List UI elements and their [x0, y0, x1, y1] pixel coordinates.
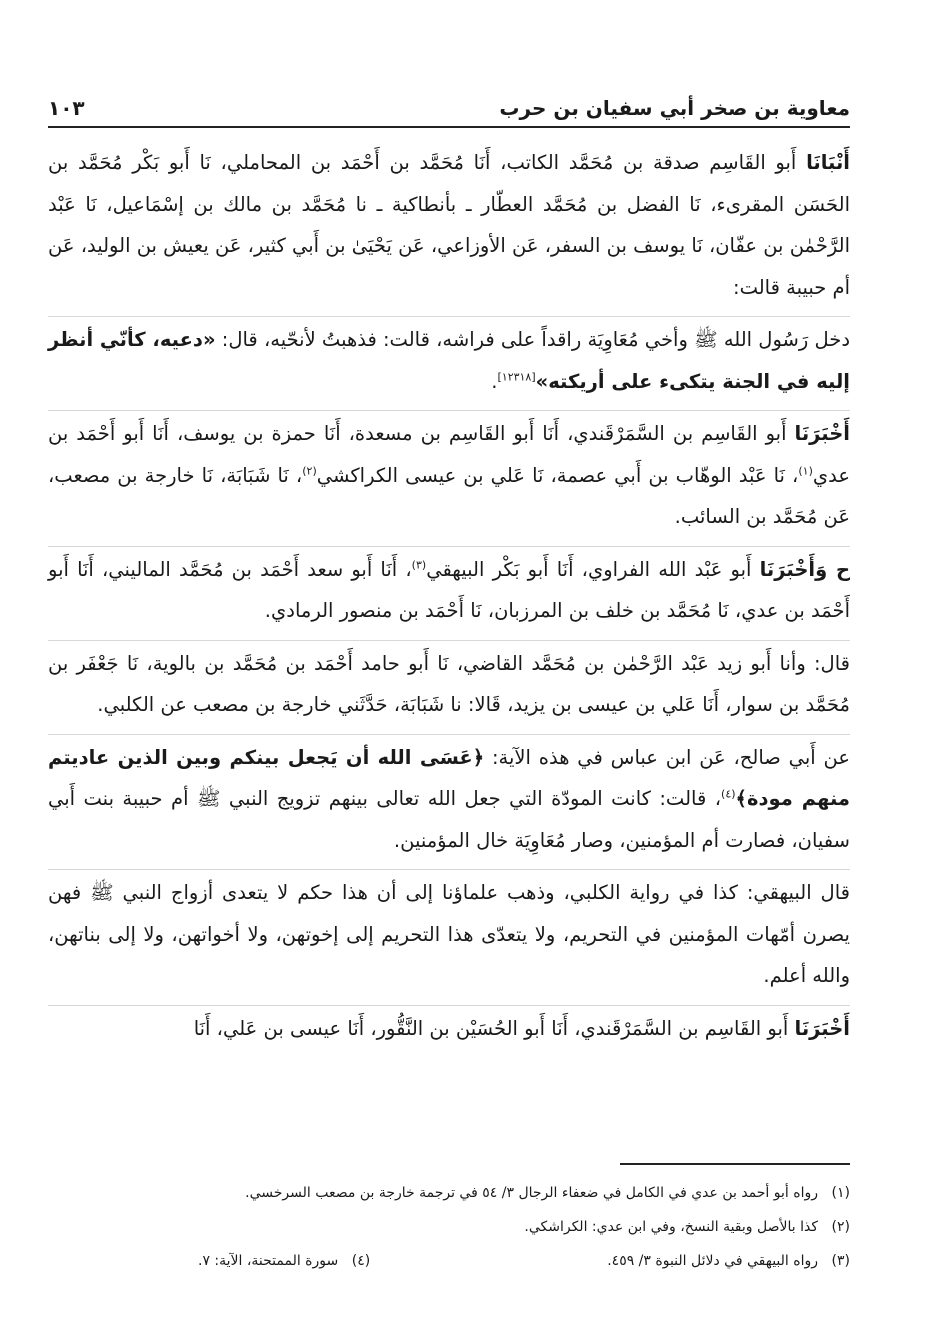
paragraph-5 [48, 640, 850, 726]
main-text [48, 142, 850, 1057]
paragraph-8 [48, 1005, 850, 1050]
footnote-1 [48, 1176, 850, 1210]
paragraph-text: أَبو القَاسِم بن السَّمَرْقَندي، أَنَا أَبو القَاسِم بن مسعدة، أَنَا حمزة بن يوسف، أَنَا أَبو أَحْمَد بن عدي [48, 422, 850, 487]
footnote-ref-3: (٣) [411, 558, 427, 571]
paragraph-tail: ، قالت: كانت المودّة التي جعل الله تعالى بينهم تزويج النبي ﷺ أم حبيبة بنت أَبي سفيان، فصارت أم المؤمنين، وصار مُعَاوِيَة خال المؤمنين. [48, 787, 850, 852]
paragraph-6 [48, 734, 850, 862]
hadith-number: [١٢٣١٨] [497, 370, 536, 383]
paragraph-text: عن أَبي صالح، عَن ابن عباس في هذه الآية: [484, 745, 850, 769]
footnote-number: (٢) [831, 1219, 850, 1235]
paragraph-text: ، أَنَا أَبو سعد أَحْمَد بن مُحَمَّد الماليني، أَنَا أَبو أَحْمَد بن عدي، نَا مُحَمَّد بن خلف بن المرزبان، نَا أَحْمَد بن منصور الرمادي. [48, 557, 850, 622]
footnotes [48, 1176, 850, 1278]
footnote-2 [48, 1210, 850, 1244]
footnote-number: (٣) [831, 1253, 850, 1269]
paragraph-2 [48, 316, 850, 402]
narration-keyword: ح وَأَخْبَرَنَا [759, 557, 850, 581]
footnote-separator [620, 1163, 850, 1165]
paragraph-3 [48, 410, 850, 538]
paragraph-1 [48, 142, 850, 308]
footnote-text: كذا بالأصل وبقية النسخ، وفي ابن عدي: الكراشكي. [524, 1219, 818, 1235]
footnote-ref-1: (١) [798, 464, 813, 477]
page-number: ١٠٣ [48, 96, 85, 120]
footnote-text: رواه أبو أحمد بن عدي في الكامل في ضعفاء الرجال ٣/ ٥٤ في ترجمة خارجة بن مصعب السرخسي. [245, 1185, 818, 1201]
paragraph-text: ، نَا عَبْد الوهّاب بن أَبي عصمة، نَا عَلي بن عيسى الكراكشي [316, 463, 799, 487]
book-page [48, 0, 850, 1337]
footnote-row [48, 1244, 850, 1278]
footnote-number: (١) [831, 1185, 850, 1201]
paragraph-text: ، نَا شَبَابَة، نَا خارجة بن مصعب، عَن مُحَمَّد بن السائب. [48, 463, 850, 528]
paragraph-4 [48, 546, 850, 632]
narration-keyword: أَخْبَرَنَا [794, 422, 850, 445]
footnote-3 [607, 1244, 850, 1278]
hadith-quote: «دعيه، كأنّي أنظر إليه في الجنة يتكىء على أريكته» [48, 328, 850, 393]
footnote-ref-4: (٤) [721, 787, 736, 801]
footnote-4 [198, 1244, 370, 1278]
quran-verse: ﴿عَسَى الله أن يَجعل بينكم وبين الذين عاديتم منهم مودة﴾ [48, 745, 850, 810]
footnote-text: سورة الممتحنة، الآية: ٧. [198, 1253, 339, 1269]
running-header [48, 80, 850, 128]
running-title: معاوية بن صخر أبي سفيان بن حرب [499, 96, 850, 120]
footnote-number: (٤) [351, 1253, 371, 1269]
narration-keyword: أَنْبَانَا [806, 151, 850, 174]
paragraph-text: أَبو القَاسِم صدقة بن مُحَمَّد الكاتب، أَنَا مُحَمَّد بن أَحْمَد بن المحاملي، نَا أَبو بَكْر مُحَمَّد بن الحَسَن المقرىء، نَا الفضل بن مُحَمَّد العطّار ـ بأنطاكية ـ نا مُحَمَّد بن مالك بن إسْمَاعيل، نَا عَبْد الرَّحْمٰن بن عفّان، نَا يوسف بن السفر، عَن الأوزاعي، عَن يَحْيَىٰ بن أَبي كثير، عَن يعيش بن الوليد، عَن أم حبيبة قالت: [48, 151, 850, 299]
paragraph-text: أَبو عَبْد الله الفراوي، أَنَا أَبو بَكْر البيهقي [426, 557, 760, 581]
paragraph-text: دخل رَسُول الله ﷺ وأخي مُعَاوِيَة راقداً على فراشه، قالت: فذهبتُ لأنحّيه، قال: [221, 328, 850, 351]
narration-keyword: أَخْبَرَنَا [794, 1016, 850, 1040]
paragraph-tail: . [491, 369, 498, 393]
paragraph-text: قال: وأنا أَبو زيد عَبْد الرَّحْمٰن بن مُحَمَّد القاضي، نَا أَبو حامد أَحْمَد بن مُحَمَّد بن بالوية، نَا جَعْفَر بن مُحَمَّد بن سوار، أَنَا عَلي بن عيسى بن يزيد، قَالا: نا شَبَابَة، حَدَّثَني خارجة بن مصعب عن الكلبي. [48, 651, 850, 716]
paragraph-7 [48, 869, 850, 997]
footnote-text: رواه البيهقي في دلائل النبوة ٣/ ٤٥٩. [607, 1253, 818, 1269]
footnote-ref-2: (٢) [302, 464, 317, 477]
paragraph-text: قال البيهقي: كذا في رواية الكلبي، وذهب علماؤنا إلى أن هذا حكم لا يتعدى أزواج النبي ﷺ فهن يصرن أمّهات المؤمنين في التحريم، ولا يتعدّى هذا التحريم إلى إخوتهن، ولا أخواتهن، ولا إلى بناتهن، والله أعلم. [48, 881, 850, 987]
paragraph-text: أَبو القَاسِم بن السَّمَرْقَندي، أَنَا أَبو الحُسَيْن بن النَّقُّور، أَنَا عيسى بن عَلي، أَنَا [193, 1016, 795, 1040]
